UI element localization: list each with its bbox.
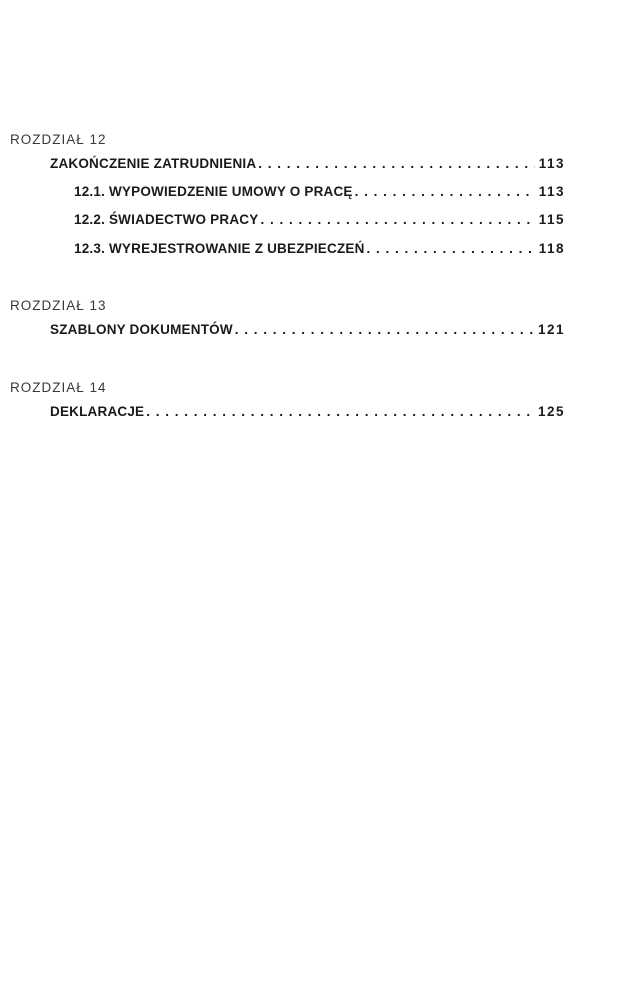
toc-entry-page: 113 (538, 156, 565, 171)
toc-entry-page: 118 (538, 241, 565, 256)
toc-entry-title: 12.3. WYREJESTROWANIE Z UBEZPIECZEŃ (74, 241, 365, 256)
dot-leader (355, 184, 535, 199)
dot-leader (367, 241, 535, 256)
chapter-heading: ROZDZIAŁ 13 (10, 298, 107, 313)
toc-entry[interactable] (74, 241, 565, 261)
dot-leader (146, 404, 534, 419)
chapter-heading: ROZDZIAŁ 12 (10, 132, 107, 147)
toc-entry-title: DEKLARACJE (50, 404, 145, 419)
dot-leader (260, 212, 534, 227)
toc-entry-title: ZAKOŃCZENIE ZATRUDNIENIA (50, 156, 257, 171)
toc-entry-page: 113 (538, 184, 565, 199)
toc-entry[interactable] (50, 322, 565, 342)
toc-entry-title: 12.1. WYPOWIEDZENIE UMOWY O PRACĘ (74, 184, 353, 199)
toc-entry-page: 115 (538, 212, 565, 227)
toc-entry[interactable] (50, 404, 565, 424)
toc-entry-title: SZABLONY DOKUMENTÓW (50, 322, 233, 337)
toc-entry[interactable] (50, 156, 565, 176)
toc-entry-page: 121 (537, 322, 565, 337)
toc-entry-page: 125 (537, 404, 565, 419)
dot-leader (258, 156, 534, 171)
chapter-heading: ROZDZIAŁ 14 (10, 380, 107, 395)
toc-entry-title: 12.2. ŚWIADECTWO PRACY (74, 212, 259, 227)
toc-entry[interactable] (74, 212, 565, 232)
dot-leader (235, 322, 534, 337)
toc-entry[interactable] (74, 184, 565, 204)
